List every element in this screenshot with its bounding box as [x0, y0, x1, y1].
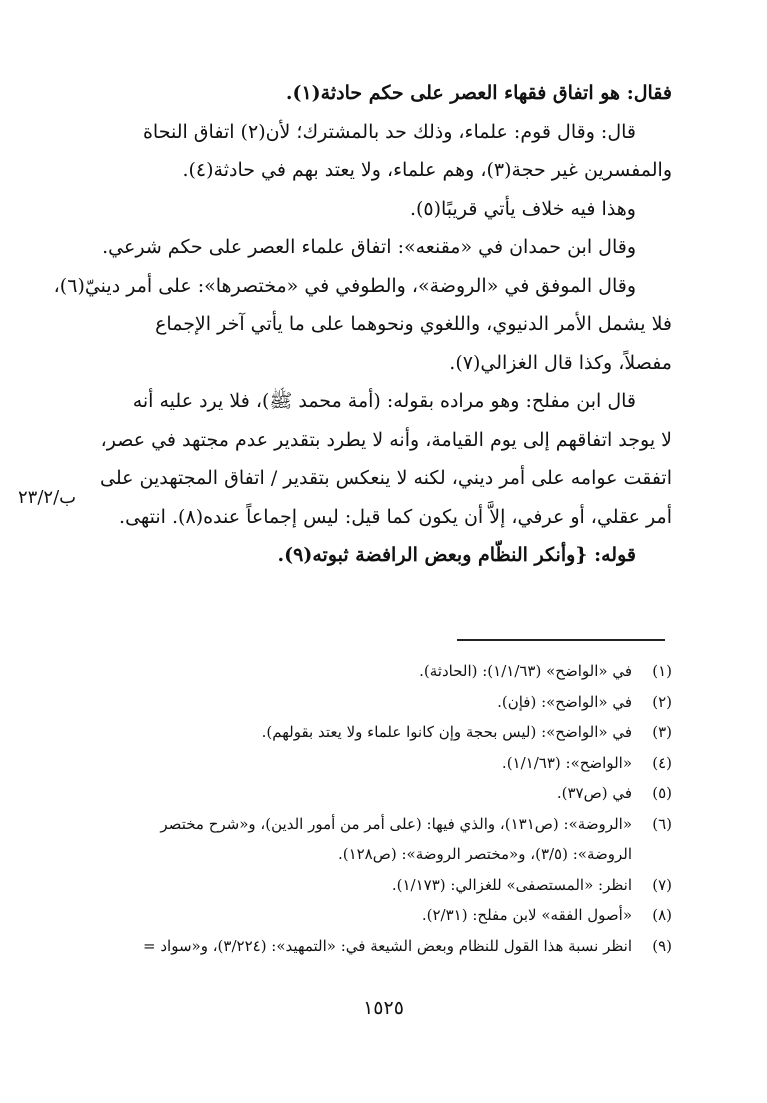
- text-line: لا يوجد اتفاقهم إلى يوم القيامة، وأنه لا يطرد بتقدير عدم مجتهد في عصر،: [100, 428, 672, 451]
- text-line: وهذا فيه خلاف يأتي قريبًا(٥).: [409, 197, 636, 220]
- footnote-separator: [457, 639, 665, 641]
- text-line: وقال ابن حمدان في «مقنعه»: اتفاق علماء العصر على حكم شرعي.: [102, 236, 636, 258]
- footnote: [97, 656, 672, 687]
- footnote-text: انظر: «المستصفى» للغزالي: (١/١٧٣).: [391, 875, 632, 894]
- quoted-statement-line: قوله: {وأنكر النظّام وبعض الرافضة ثبوته(٩).: [277, 544, 636, 566]
- page-number: ١٥٢٥: [363, 997, 404, 1019]
- footnote-text: في «الواضح»: (ليس بحجة وإن كانوا علماء ولا يعتد بقولهم).: [261, 723, 632, 741]
- main-text: [53, 74, 672, 575]
- footnote-number: (٤): [652, 753, 672, 772]
- footnote-number: (٣): [652, 723, 672, 741]
- footnote: [97, 900, 672, 931]
- footnote: [97, 748, 672, 779]
- footnote-number: (٥): [652, 784, 672, 802]
- footnote-number: (٨): [652, 906, 672, 924]
- footnote-text: «الروضة»: (ص١٣١)، والذي فيها: (على أمر من أمور الدين)، و«شرح مختصر: [160, 814, 632, 833]
- footnote-number: (٧): [652, 875, 672, 894]
- text-line: قال: وقال قوم: علماء، وذلك حد بالمشترك؛ لأن(٢) اتفاق النحاة: [142, 120, 636, 143]
- footnote: [97, 687, 672, 718]
- footnote-number: (١): [652, 662, 672, 680]
- footnote-text: في (ص٣٧).: [556, 784, 632, 802]
- text-line: أمر عقلي، أو عرفي، إلاَّ أن يكون كما قيل: ليس إجماعاً عنده(٨). انتهى.: [119, 505, 672, 528]
- footnote: [97, 809, 672, 840]
- footnote-number: (٩): [652, 936, 672, 955]
- footnote-text: «الواضح»: (١/١/٦٣).: [501, 753, 632, 772]
- footnote-text: «أصول الفقه» لابن مفلح: (٢/٣١).: [421, 906, 632, 924]
- footnote-continuation: [97, 839, 672, 870]
- text-line: مفصلاً، وكذا قال الغزالي(٧).: [449, 351, 672, 374]
- footnote: [97, 870, 672, 901]
- text-line: والمفسرين غير حجة(٣)، وهم علماء، ولا يعتد بهم في حادثة(٤).: [182, 159, 672, 181]
- footnote: [97, 931, 672, 962]
- footnote: [97, 778, 672, 809]
- text-line: قال ابن مفلح: وهو مراده بقوله: (أمة محمد ﷺ)، فلا يرد عليه أنه: [132, 390, 636, 412]
- footnote-text: انظر نسبة هذا القول للنظام وبعض الشيعة في: «التمهيد»: (٣/٢٢٤)، و«سواد =: [143, 936, 632, 955]
- footnote-text: في «الواضح»: (فإن).: [497, 692, 632, 711]
- footnote-number: (٢): [652, 692, 672, 711]
- footnote: [97, 717, 672, 748]
- footnote-text: الروضة»: (٣/٥)، و«مختصر الروضة»: (ص١٢٨).: [337, 845, 632, 863]
- manuscript-folio-reference: ب/٢٣/٢: [18, 487, 77, 508]
- text-line: وقال الموفق في «الروضة»، والطوفي في «مختصرها»: على أمر دينيّ(٦)،: [53, 274, 636, 297]
- footnotes: [97, 656, 672, 961]
- text-line: فقال: هو اتفاق فقهاء العصر على حكم حادثة(١).: [285, 82, 672, 104]
- footnote-number: (٦): [652, 814, 672, 833]
- footnote-text: في «الواضح» (١/١/٦٣): (الحادثة).: [419, 662, 632, 680]
- text-line: فلا يشمل الأمر الدنيوي، واللغوي ونحوهما على ما يأتي آخر الإجماع: [155, 313, 672, 335]
- text-line: اتفقت عوامه على أمر ديني، لكنه لا ينعكس بتقدير / اتفاق المجتهدين على: [100, 467, 672, 489]
